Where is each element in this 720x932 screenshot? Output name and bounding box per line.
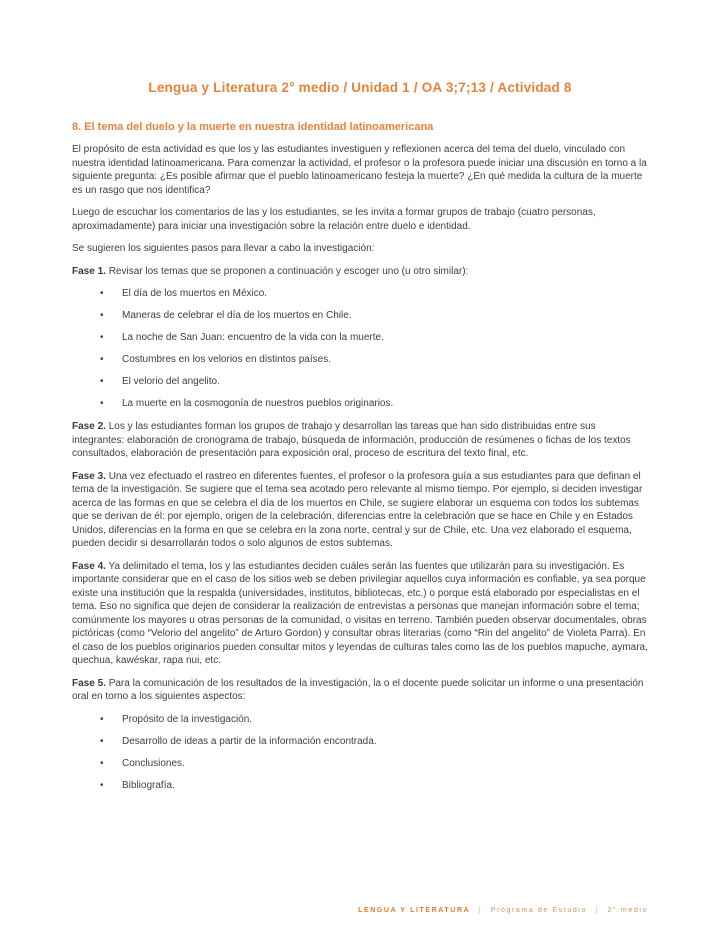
footer-separator: | [595,907,599,914]
phase-1-topic-list [72,287,648,410]
phase-3-label: Fase 3. [72,470,106,482]
activity-heading: 8. El tema del duelo y la muerte en nuestra identidad latinoamericana [72,121,434,133]
footer-grade: 2° medio [607,907,648,914]
footer-separator: | [478,907,483,914]
intro-paragraph-2: Luego de escuchar los comentarios de las y los estudiantes, se les invita a formar grupos de trabajo (cuatro personas, aproximadamente) para iniciar una investigación sobre la relación entre duelo e identidad. [72,207,596,232]
phase-2-label: Fase 2. [72,421,106,432]
phase-3-text: Una vez efectuado el rastreo en diferentes fuentes, el profesor o la profesora guía a sus estudiantes para que definan el tema de la investigación. Se sugiere que el tema sea acotado pero relevante al mismo tiempo. Por ejemplo, si deciden investigar acerca de las formas en que se celebra el día de los muertos en Chile, se sugiere elaborar un esquema con todos los subtemas que se derivan de él: por ejemplo, origen de la celebración, diferencias entre la celebración que se hace en Chile y en Estados Unidos, diferencias en la forma en que se celebra en la zona norte, central y sur de Chile, etc. Una vez elaborado el esquema, pueden decidir si desarrollarán todos o solo algunos de estos subtemas. [72,470,643,549]
list-item: • La muerte en la cosmogonía de nuestros pueblos originarios. [100,397,648,410]
page-footer [358,907,648,914]
phase-5-paragraph [72,677,648,704]
phase-4-text: Ya delimitado el tema, los y las estudiantes deciden cuáles serán las fuentes que utilizarán para su investigación. Es importante considerar que en el caso de los sitios web se deben privilegiar aquellos cuya información es confiable, ya sea porque existe una institución que la respalda (universidades, institutos, bibliotecas, etc.) o porque está elaborado por especialistas en el tema. Eso no significa que dejen de considerar la realización de entrevistas a personas que manejan información sobre el tema; comúnmente los mayores u otras personas de la comunidad, o visitas en terreno. También pueden observar documentales, obras pictóricas (como “Velorio del angelito” de Arturo Gordon) y consultar obras literarias (como “Rin del angelito” de Violeta Parra). En el caso de los pueblos originarios pueden consultar mitos y leyendas de culturas tales como las de los pueblos mapuche, aymara, quechua, kawéskar, rapa nui, etc. [72,560,648,666]
phase-4-label: Fase 4. [72,560,106,572]
phase-1-paragraph [72,265,648,279]
phase-3-paragraph [72,470,648,551]
list-item: • Propósito de la investigación. [100,713,648,726]
page-title: Lengua y Literatura 2° medio / Unidad 1 / OA 3;7;13 / Actividad 8 [148,80,572,95]
phase-5-point-list [72,713,648,792]
list-item: • Conclusiones. [100,757,648,770]
list-item: • Costumbres en los velorios en distintos países. [100,353,648,366]
list-item: • Desarrollo de ideas a partir de la información encontrada. [100,735,648,748]
phase-2-text: Los y las estudiantes forman los grupos de trabajo y desarrollan las tareas que han sido distribuidas entre sus integrantes: elaboración de cronograma de trabajo, búsqueda de información, producción de resúmenes o fichas de los textos consultados, elaboración de presentación para exposición oral, proceso de escritura del texto final, etc. [72,421,631,459]
phase-5-text: Para la comunicación de los resultados de la investigación, la o el docente puede solicitar un informe o una presentación oral en torno a los siguientes aspectos: [72,677,644,702]
phase-1-label: Fase 1. [72,265,106,277]
list-item: • El velorio del angelito. [100,375,648,388]
phase-2-paragraph [72,420,648,461]
list-item: • El día de los muertos en México. [100,287,648,300]
intro-paragraph-3: Se sugieren los siguientes pasos para llevar a cabo la investigación: [72,243,375,254]
intro-paragraph-1: El propósito de esta actividad es que los y las estudiantes investiguen y reflexionen acerca del tema del duelo, vinculado con nuestra identidad latinoamericana. Para comenzar la actividad, el profesor o la profesora puede iniciar una discusión en torno a la siguiente pregunta: ¿Es posible afirmar que el pueblo latinoamericano festeja la muerte? ¿En qué medida la cultura de la muerte es un rasgo que nos identifica? [72,144,647,196]
footer-brand: LENGUA Y LITERATURA [358,907,471,914]
list-item: • Bibliografía. [100,779,648,792]
list-item: • La noche de San Juan: encuentro de la vida con la muerte. [100,331,648,344]
phase-5-label: Fase 5. [72,677,106,689]
phase-1-text: Revisar los temas que se proponen a continuación y escoger uno (u otro similar): [108,265,469,277]
phase-4-paragraph [72,560,648,668]
footer-program: Programa de Estudio [490,907,587,914]
list-item: • Maneras de celebrar el día de los muertos en Chile. [100,309,648,322]
